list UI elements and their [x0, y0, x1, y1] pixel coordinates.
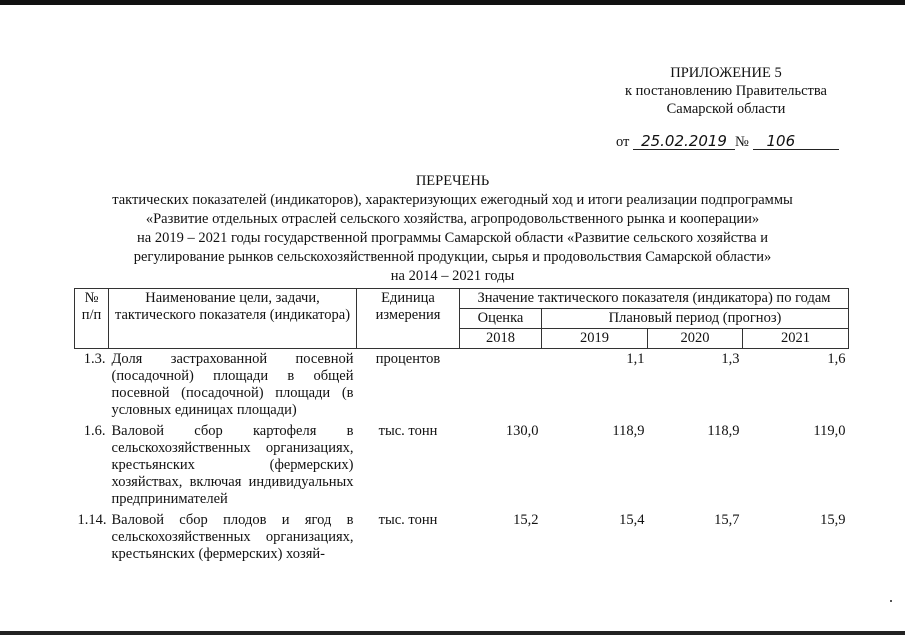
number-sign: № [735, 134, 749, 150]
header-planned: Плановый период (прогноз) [542, 309, 849, 329]
row-value-2018 [460, 349, 542, 422]
row-value-2020: 15,7 [714, 512, 740, 528]
header-year-2020: 2020 [648, 329, 743, 349]
row-name: Доля застрахованной посевной (посадочной) площади в общей посевной (посадочной) площади (в условных единицах площади) [111, 351, 354, 418]
header-year-2021: 2021 [743, 329, 849, 349]
header-estimate: Оценка [460, 309, 542, 329]
header-num: № п/п [75, 289, 109, 349]
row-value-2020: 1,3 [721, 351, 740, 367]
approval-prefix: от [616, 134, 630, 150]
approval-line [616, 134, 839, 151]
table-row [75, 421, 849, 510]
approval-date: 25.02.2019 [633, 134, 735, 150]
appendix-block [625, 64, 827, 118]
row-num: 1.14. [77, 512, 107, 528]
table-row [75, 349, 849, 422]
heading-line-3: на 2019 – 2021 годы государственной программы Самарской области «Развитие сельского хозяйства и [137, 230, 768, 246]
row-value-2019: 118,9 [612, 423, 645, 439]
row-value-2021: 119,0 [813, 423, 846, 439]
row-name: Валовой сбор плодов и ягод в сельскохозяйственных организациях, крестьянских (фермерских) хозяй- [111, 512, 354, 562]
header-unit: Единица измерения [357, 289, 460, 349]
row-value-2019: 1,1 [626, 351, 645, 367]
appendix-title: ПРИЛОЖЕНИЕ 5 [670, 65, 782, 81]
heading-title: ПЕРЕЧЕНЬ [415, 173, 490, 189]
row-unit: тыс. тонн [378, 423, 438, 439]
header-year-2018: 2018 [460, 329, 542, 349]
table-row [75, 510, 849, 565]
heading-line-1: тактических показателей (индикаторов), характеризующих ежегодный ход и итоги реализации подпрограммы [112, 192, 793, 208]
bottom-border [0, 631, 905, 635]
row-num: 1.6. [83, 423, 106, 439]
indicators-table [74, 288, 849, 565]
header-values-group: Значение тактического показателя (индикатора) по годам [460, 289, 849, 309]
top-border [0, 0, 905, 5]
row-unit: процентов [375, 351, 441, 367]
approval-number: 106 [753, 134, 839, 150]
row-value-2020: 118,9 [707, 423, 740, 439]
row-value-2018: 15,2 [513, 512, 539, 528]
row-value-2021: 15,9 [820, 512, 846, 528]
row-value-2018: 130,0 [505, 423, 539, 439]
header-year-2019: 2019 [542, 329, 648, 349]
heading-line-2: «Развитие отдельных отраслей сельского хозяйства, агропродовольственного рынка и кооперации» [145, 211, 760, 227]
row-name: Валовой сбор картофеля в сельскохозяйственных организациях, крестьянских (фермерских) хозяйствах, включая индивидуальных предпринимателей [111, 423, 354, 507]
heading-line-5: на 2014 – 2021 годы [390, 268, 515, 284]
heading-line-4: регулирование рынков сельскохозяйственной продукции, сырья и продовольствия Самарской области» [133, 249, 772, 265]
row-value-2019: 15,4 [619, 512, 645, 528]
row-value-2021: 1,6 [827, 351, 846, 367]
header-name: Наименование цели, задачи, тактического показателя (индикатора) [109, 289, 357, 349]
document-heading [0, 172, 905, 286]
appendix-region: Самарской области [666, 101, 786, 117]
row-unit: тыс. тонн [378, 512, 438, 528]
appendix-resolution: к постановлению Правительства [625, 83, 827, 99]
row-num: 1.3. [83, 351, 106, 367]
scan-speck [890, 600, 892, 602]
